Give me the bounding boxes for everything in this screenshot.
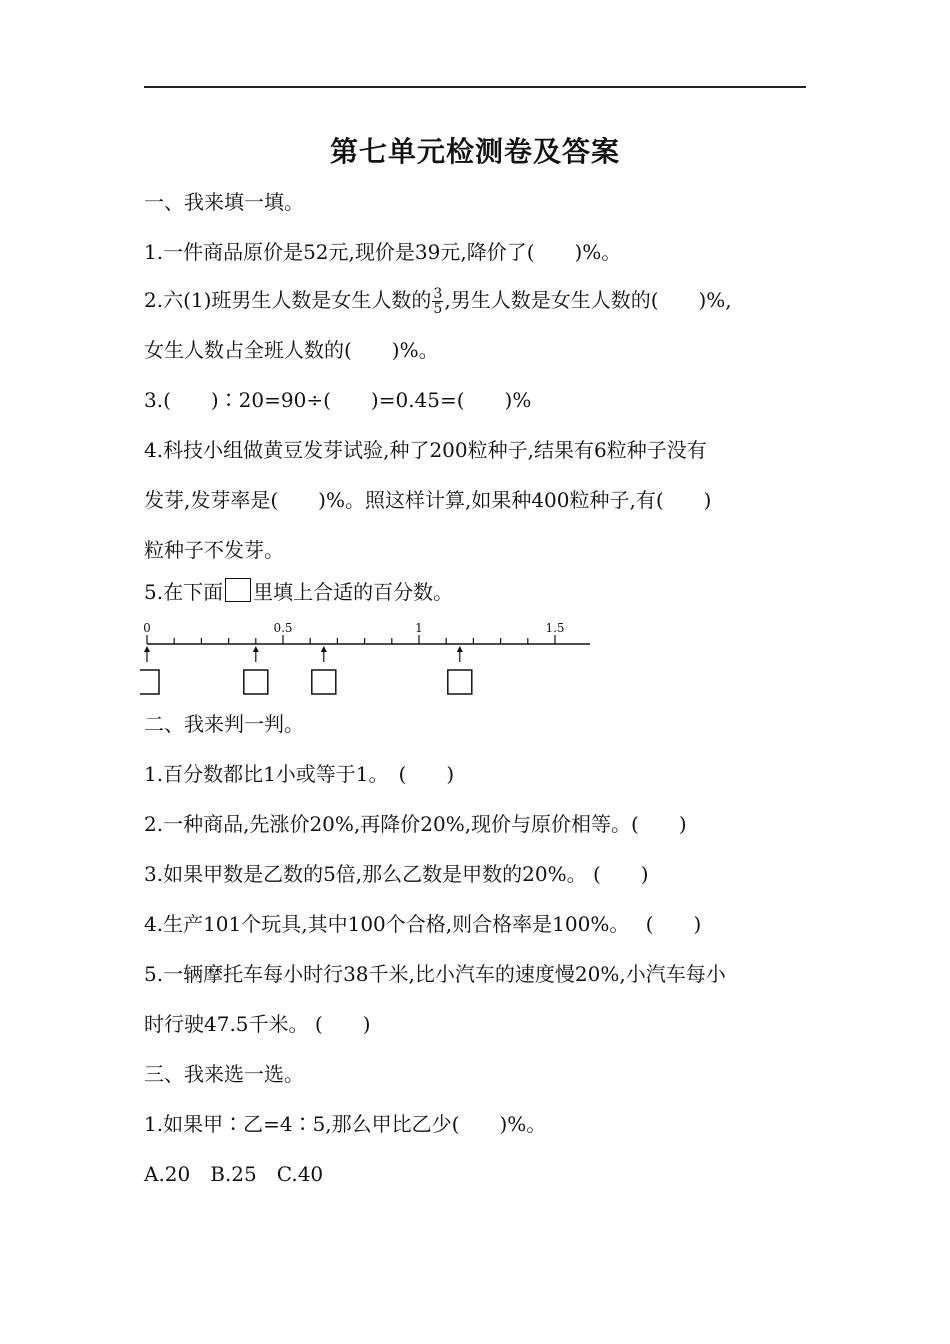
number-line <box>140 614 590 698</box>
tick-label: 0.5 <box>273 621 293 635</box>
number-line-arrows <box>144 646 463 662</box>
tick-label: 1.5 <box>545 621 565 635</box>
fraction-three-fifths <box>432 287 443 316</box>
section-3-heading: 三、我来选一选。 <box>144 1062 304 1086</box>
up-arrow-head <box>457 646 463 652</box>
s1-q5-pre: 5.在下面 <box>144 580 224 604</box>
s1-q2-pre: 2.六(1)班男生人数是女生人数的 <box>144 288 432 312</box>
header-rule <box>144 86 806 88</box>
answer-box <box>140 670 159 694</box>
answer-box <box>312 670 336 694</box>
tick-label: 1 <box>415 621 423 635</box>
s2-question-5-line2: 时行驶47.5千米。 ( ) <box>144 1012 371 1036</box>
s2-question-1: 1.百分数都比1小或等于1。 ( ) <box>144 762 455 786</box>
answer-box <box>448 670 472 694</box>
s2-question-2: 2.一种商品,先涨价20%,再降价20%,现价与原价相等。( ) <box>144 812 687 836</box>
s3-question-1: 1.如果甲∶乙=4∶5,那么甲比乙少( )%。 <box>144 1112 547 1136</box>
s1-q5-post: 里填上合适的百分数。 <box>253 580 454 604</box>
answer-box <box>244 670 268 694</box>
number-line-ticks <box>147 635 555 644</box>
section-2-heading: 二、我来判一判。 <box>144 712 304 736</box>
s1-question-2 <box>144 286 732 316</box>
number-line-answer-boxes <box>140 670 472 694</box>
up-arrow-head <box>321 646 327 652</box>
s1-question-1: 1.一件商品原价是52元,现价是39元,降价了( )%。 <box>144 240 622 264</box>
s2-question-4: 4.生产101个玩具,其中100个合格,则合格率是100%。 ( ) <box>144 912 702 936</box>
fraction-numerator: 3 <box>433 286 443 302</box>
s1-question-2-line2: 女生人数占全班人数的( )%。 <box>144 338 439 362</box>
s1-question-5 <box>144 578 453 606</box>
s1-question-4-line3: 粒种子不发芽。 <box>144 538 284 562</box>
s1-question-4-line2: 发芽,发芽率是( )%。照这样计算,如果种400粒种子,有( ) <box>144 488 712 512</box>
s3-question-1-options: A.20 B.25 C.40 <box>144 1162 324 1186</box>
s2-question-3: 3.如果甲数是乙数的5倍,那么乙数是甲数的20%。 ( ) <box>144 862 649 886</box>
section-1-heading: 一、我来填一填。 <box>144 190 304 214</box>
s2-question-5-line1: 5.一辆摩托车每小时行38千米,比小汽车的速度慢20%,小汽车每小 <box>144 962 726 986</box>
s1-q2-post: ,男生人数是女生人数的( )%, <box>444 288 732 312</box>
number-line-labels <box>143 621 564 635</box>
tick-label: 0 <box>143 621 151 635</box>
s1-question-4-line1: 4.科技小组做黄豆发芽试验,种了200粒种子,结果有6粒种子没有 <box>144 438 707 462</box>
fraction-denominator: 5 <box>433 301 443 317</box>
answer-box-icon <box>225 578 251 602</box>
up-arrow-head <box>253 646 259 652</box>
page-title: 第七单元检测卷及答案 <box>329 135 620 168</box>
up-arrow-head <box>144 646 150 652</box>
s1-question-3: 3.( )∶20=90÷( )=0.45=( )% <box>144 388 532 412</box>
